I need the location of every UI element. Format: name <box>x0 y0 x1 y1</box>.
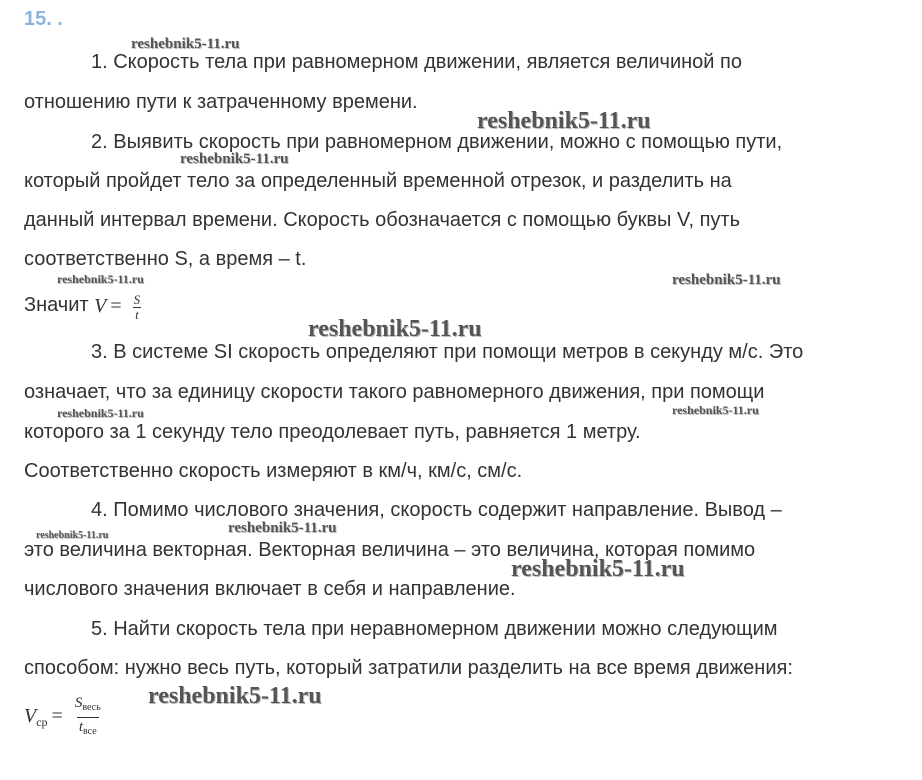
watermark: reshebnik5-11.ru <box>672 272 781 288</box>
paragraph-1-line-2: отношению пути к затраченному времени. <box>24 91 418 113</box>
watermark: reshebnik5-11.ru <box>228 520 337 536</box>
task-number: 15. . <box>24 8 63 30</box>
watermark: reshebnik5-11.ru <box>180 151 289 167</box>
formula-equals: = <box>110 294 122 317</box>
paragraph-5-line-2: способом: нужно весь путь, который затратили разделить на все время движения: <box>24 657 793 679</box>
watermark: reshebnik5-11.ru <box>36 530 109 541</box>
watermark: reshebnik5-11.ru <box>57 272 144 286</box>
avg-formula-equals: = <box>51 705 63 728</box>
formula-prefix: Значит <box>24 294 89 316</box>
paragraph-3-line-2: означает, что за единицу скорости такого равномерного движения, при помощи <box>24 381 765 403</box>
formula-denominator: t <box>135 306 139 322</box>
watermark: reshebnik5-11.ru <box>477 108 651 134</box>
watermark: reshebnik5-11.ru <box>57 406 144 420</box>
avg-num-sub: весь <box>82 702 101 713</box>
avg-formula-denominator <box>77 717 99 741</box>
velocity-formula <box>24 288 142 323</box>
paragraph-4-line-1: 4. Помимо числового значения, скорость содержит направление. Вывод – <box>91 499 782 521</box>
avg-den-sub: все <box>83 726 97 737</box>
avg-formula-fraction <box>73 694 103 741</box>
watermark: reshebnik5-11.ru <box>308 316 482 342</box>
watermark: reshebnik5-11.ru <box>148 683 322 709</box>
paragraph-3-line-1: 3. В системе SI скорость определяют при помощи метров в секунду м/с. Это <box>91 341 804 363</box>
avg-den-symbol: t <box>78 719 83 735</box>
formula-numerator: S <box>133 291 141 307</box>
formula-lhs: V <box>94 294 107 317</box>
avg-formula-expression <box>24 694 103 744</box>
avg-formula-numerator <box>73 694 103 717</box>
paragraph-4-line-3: числового значения включает в себя и направление. <box>24 578 516 600</box>
watermark: reshebnik5-11.ru <box>511 556 685 582</box>
avg-formula-lhs-sub: ср <box>36 715 48 730</box>
paragraph-3-line-3: которого за 1 секунду тело преодолевает путь, равняется 1 метру. <box>24 421 641 443</box>
paragraph-1-line-1: 1. Скорость тела при равномерном движении, является величиной по <box>91 51 742 73</box>
paragraph-2-line-4: соответственно S, а время – t. <box>24 248 307 270</box>
formula-expression <box>94 289 142 323</box>
formula-fraction <box>132 293 143 322</box>
paragraph-3-line-4: Соответственно скорость измеряют в км/ч, км/с, см/с. <box>24 460 523 482</box>
watermark: reshebnik5-11.ru <box>672 403 759 417</box>
avg-num-symbol: S <box>74 695 83 711</box>
avg-formula-lhs: V <box>24 705 37 728</box>
paragraph-2-line-1: 2. Выявить скорость при равномерном движении, можно с помощью пути, <box>91 131 783 153</box>
paragraph-2-line-3: данный интервал времени. Скорость обозначается с помощью буквы V, путь <box>24 209 740 231</box>
average-velocity-formula <box>24 694 103 744</box>
paragraph-2-line-2: который пройдет тело за определенный временной отрезок, и разделить на <box>24 170 732 192</box>
watermark: reshebnik5-11.ru <box>131 36 240 52</box>
paragraph-5-line-1: 5. Найти скорость тела при неравномерном движении можно следующим <box>91 618 778 640</box>
paragraph-4-line-2: это величина векторная. Векторная величина – это величина, которая помимо <box>24 539 756 561</box>
